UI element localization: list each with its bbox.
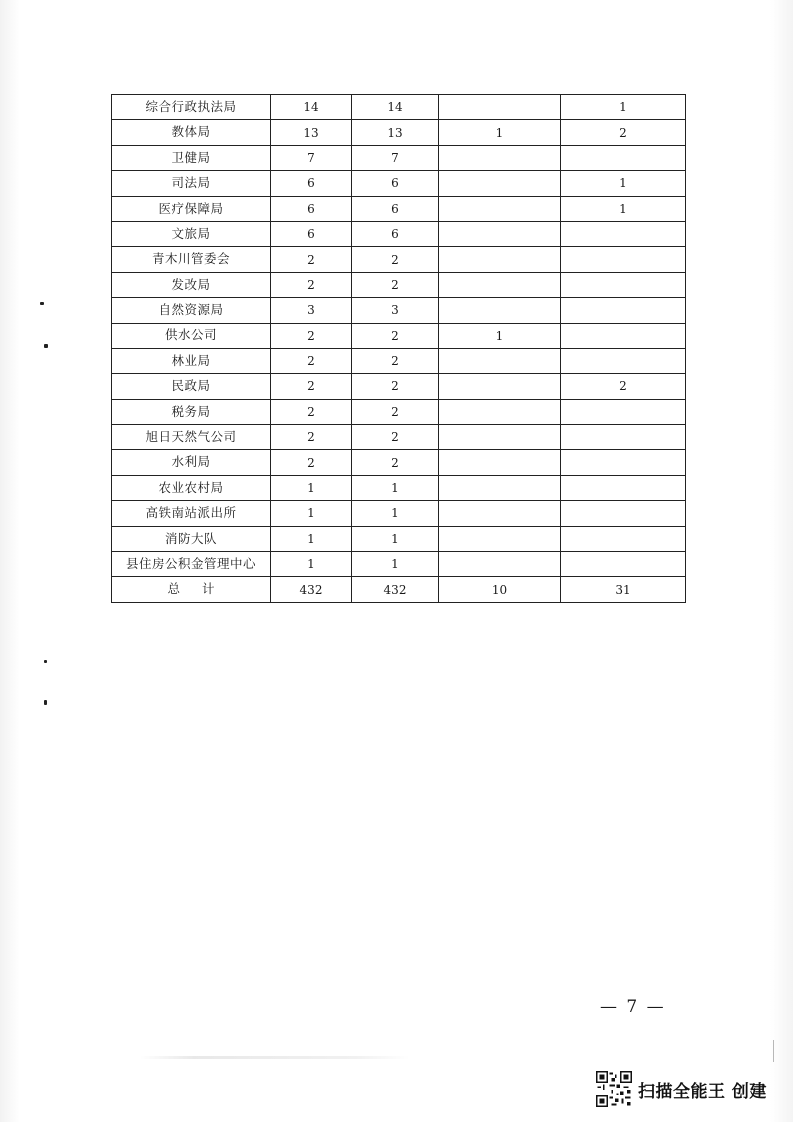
agency-name-cell: 发改局 <box>112 272 271 297</box>
agency-name-cell: 文旅局 <box>112 221 271 246</box>
watermark-text: 扫描全能王 创建 <box>638 1081 767 1102</box>
value-cell-d <box>561 552 686 577</box>
value-cell-b: 13 <box>352 120 439 145</box>
total-cell-d: 31 <box>561 577 686 602</box>
value-cell-c <box>439 348 561 373</box>
agency-name-cell: 农业农村局 <box>112 475 271 500</box>
value-cell-b: 1 <box>352 501 439 526</box>
agency-name-cell: 消防大队 <box>112 526 271 551</box>
agency-name-cell: 医疗保障局 <box>112 196 271 221</box>
total-cell-b: 432 <box>352 577 439 602</box>
value-cell-b: 6 <box>352 221 439 246</box>
value-cell-c <box>439 298 561 323</box>
table-row <box>112 95 686 120</box>
value-cell-c <box>439 501 561 526</box>
value-cell-b: 1 <box>352 552 439 577</box>
value-cell-a: 13 <box>271 120 352 145</box>
total-label-left: 总 <box>167 581 180 597</box>
value-cell-a: 6 <box>271 171 352 196</box>
value-cell-c <box>439 552 561 577</box>
value-cell-d <box>561 348 686 373</box>
value-cell-d <box>561 221 686 246</box>
table-row <box>112 323 686 348</box>
value-cell-d: 1 <box>561 196 686 221</box>
scan-speck <box>44 700 47 705</box>
value-cell-c <box>439 95 561 120</box>
value-cell-b: 2 <box>352 374 439 399</box>
scan-artifact-line <box>140 1056 410 1059</box>
page-number: — 7 — <box>600 997 666 1017</box>
agency-name-cell: 水利局 <box>112 450 271 475</box>
value-cell-b: 1 <box>352 475 439 500</box>
value-cell-a: 3 <box>271 298 352 323</box>
agency-name-cell: 税务局 <box>112 399 271 424</box>
value-cell-a: 6 <box>271 196 352 221</box>
value-cell-b: 2 <box>352 348 439 373</box>
value-cell-d <box>561 475 686 500</box>
agency-name-cell: 青木川管委会 <box>112 247 271 272</box>
table-row <box>112 272 686 297</box>
table-row <box>112 196 686 221</box>
value-cell-a: 1 <box>271 526 352 551</box>
value-cell-b: 2 <box>352 272 439 297</box>
value-cell-c <box>439 425 561 450</box>
table-row <box>112 425 686 450</box>
value-cell-a: 1 <box>271 552 352 577</box>
value-cell-d <box>561 526 686 551</box>
value-cell-d: 2 <box>561 120 686 145</box>
value-cell-d <box>561 272 686 297</box>
value-cell-d <box>561 450 686 475</box>
total-cell-c: 10 <box>439 577 561 602</box>
agency-name-cell: 县住房公积金管理中心 <box>112 552 271 577</box>
agency-name-cell: 卫健局 <box>112 145 271 170</box>
value-cell-b: 6 <box>352 171 439 196</box>
value-cell-a: 2 <box>271 450 352 475</box>
table-row <box>112 348 686 373</box>
total-label <box>112 577 271 602</box>
value-cell-c <box>439 399 561 424</box>
value-cell-d <box>561 501 686 526</box>
value-cell-b: 2 <box>352 450 439 475</box>
scan-speck <box>44 344 48 348</box>
table-row <box>112 298 686 323</box>
table-row <box>112 221 686 246</box>
table-row <box>112 552 686 577</box>
value-cell-b: 1 <box>352 526 439 551</box>
value-cell-b: 2 <box>352 425 439 450</box>
agency-name-cell: 旭日天然气公司 <box>112 425 271 450</box>
agency-name-cell: 林业局 <box>112 348 271 373</box>
value-cell-d <box>561 298 686 323</box>
table-body <box>112 95 686 603</box>
table-row <box>112 247 686 272</box>
value-cell-a: 2 <box>271 272 352 297</box>
total-row <box>112 577 686 602</box>
value-cell-b: 2 <box>352 323 439 348</box>
value-cell-a: 2 <box>271 348 352 373</box>
scan-speck <box>44 660 47 663</box>
value-cell-a: 1 <box>271 501 352 526</box>
value-cell-a: 2 <box>271 247 352 272</box>
value-cell-a: 2 <box>271 374 352 399</box>
value-cell-b: 2 <box>352 247 439 272</box>
scan-edge-line <box>773 1040 774 1062</box>
value-cell-d: 1 <box>561 171 686 196</box>
table-row <box>112 475 686 500</box>
value-cell-c <box>439 272 561 297</box>
value-cell-c <box>439 171 561 196</box>
statistics-table <box>111 94 686 603</box>
value-cell-c <box>439 475 561 500</box>
value-cell-a: 1 <box>271 475 352 500</box>
value-cell-a: 2 <box>271 399 352 424</box>
value-cell-d <box>561 247 686 272</box>
value-cell-b: 14 <box>352 95 439 120</box>
value-cell-d <box>561 145 686 170</box>
total-label-right: 计 <box>202 581 215 597</box>
agency-name-cell: 综合行政执法局 <box>112 95 271 120</box>
table-row <box>112 120 686 145</box>
agency-name-cell: 自然资源局 <box>112 298 271 323</box>
value-cell-d: 1 <box>561 95 686 120</box>
agency-name-cell: 高铁南站派出所 <box>112 501 271 526</box>
agency-name-cell: 供水公司 <box>112 323 271 348</box>
value-cell-b: 7 <box>352 145 439 170</box>
value-cell-c <box>439 526 561 551</box>
value-cell-a: 2 <box>271 425 352 450</box>
scanner-watermark <box>596 1069 767 1109</box>
value-cell-c <box>439 196 561 221</box>
value-cell-d: 2 <box>561 374 686 399</box>
table-row <box>112 145 686 170</box>
value-cell-a: 2 <box>271 323 352 348</box>
value-cell-c <box>439 221 561 246</box>
table-row <box>112 374 686 399</box>
value-cell-d <box>561 399 686 424</box>
value-cell-d <box>561 323 686 348</box>
value-cell-a: 14 <box>271 95 352 120</box>
table-row <box>112 171 686 196</box>
table-row <box>112 526 686 551</box>
value-cell-c: 1 <box>439 120 561 145</box>
scan-speck <box>40 302 44 305</box>
agency-name-cell: 司法局 <box>112 171 271 196</box>
qr-code-icon <box>596 1071 632 1107</box>
table-row <box>112 399 686 424</box>
value-cell-a: 7 <box>271 145 352 170</box>
value-cell-d <box>561 425 686 450</box>
value-cell-c: 1 <box>439 323 561 348</box>
total-cell-a: 432 <box>271 577 352 602</box>
table-row <box>112 501 686 526</box>
value-cell-a: 6 <box>271 221 352 246</box>
value-cell-c <box>439 374 561 399</box>
agency-name-cell: 民政局 <box>112 374 271 399</box>
value-cell-b: 3 <box>352 298 439 323</box>
value-cell-b: 2 <box>352 399 439 424</box>
value-cell-b: 6 <box>352 196 439 221</box>
value-cell-c <box>439 145 561 170</box>
value-cell-c <box>439 247 561 272</box>
table-row <box>112 450 686 475</box>
agency-name-cell: 教体局 <box>112 120 271 145</box>
value-cell-c <box>439 450 561 475</box>
